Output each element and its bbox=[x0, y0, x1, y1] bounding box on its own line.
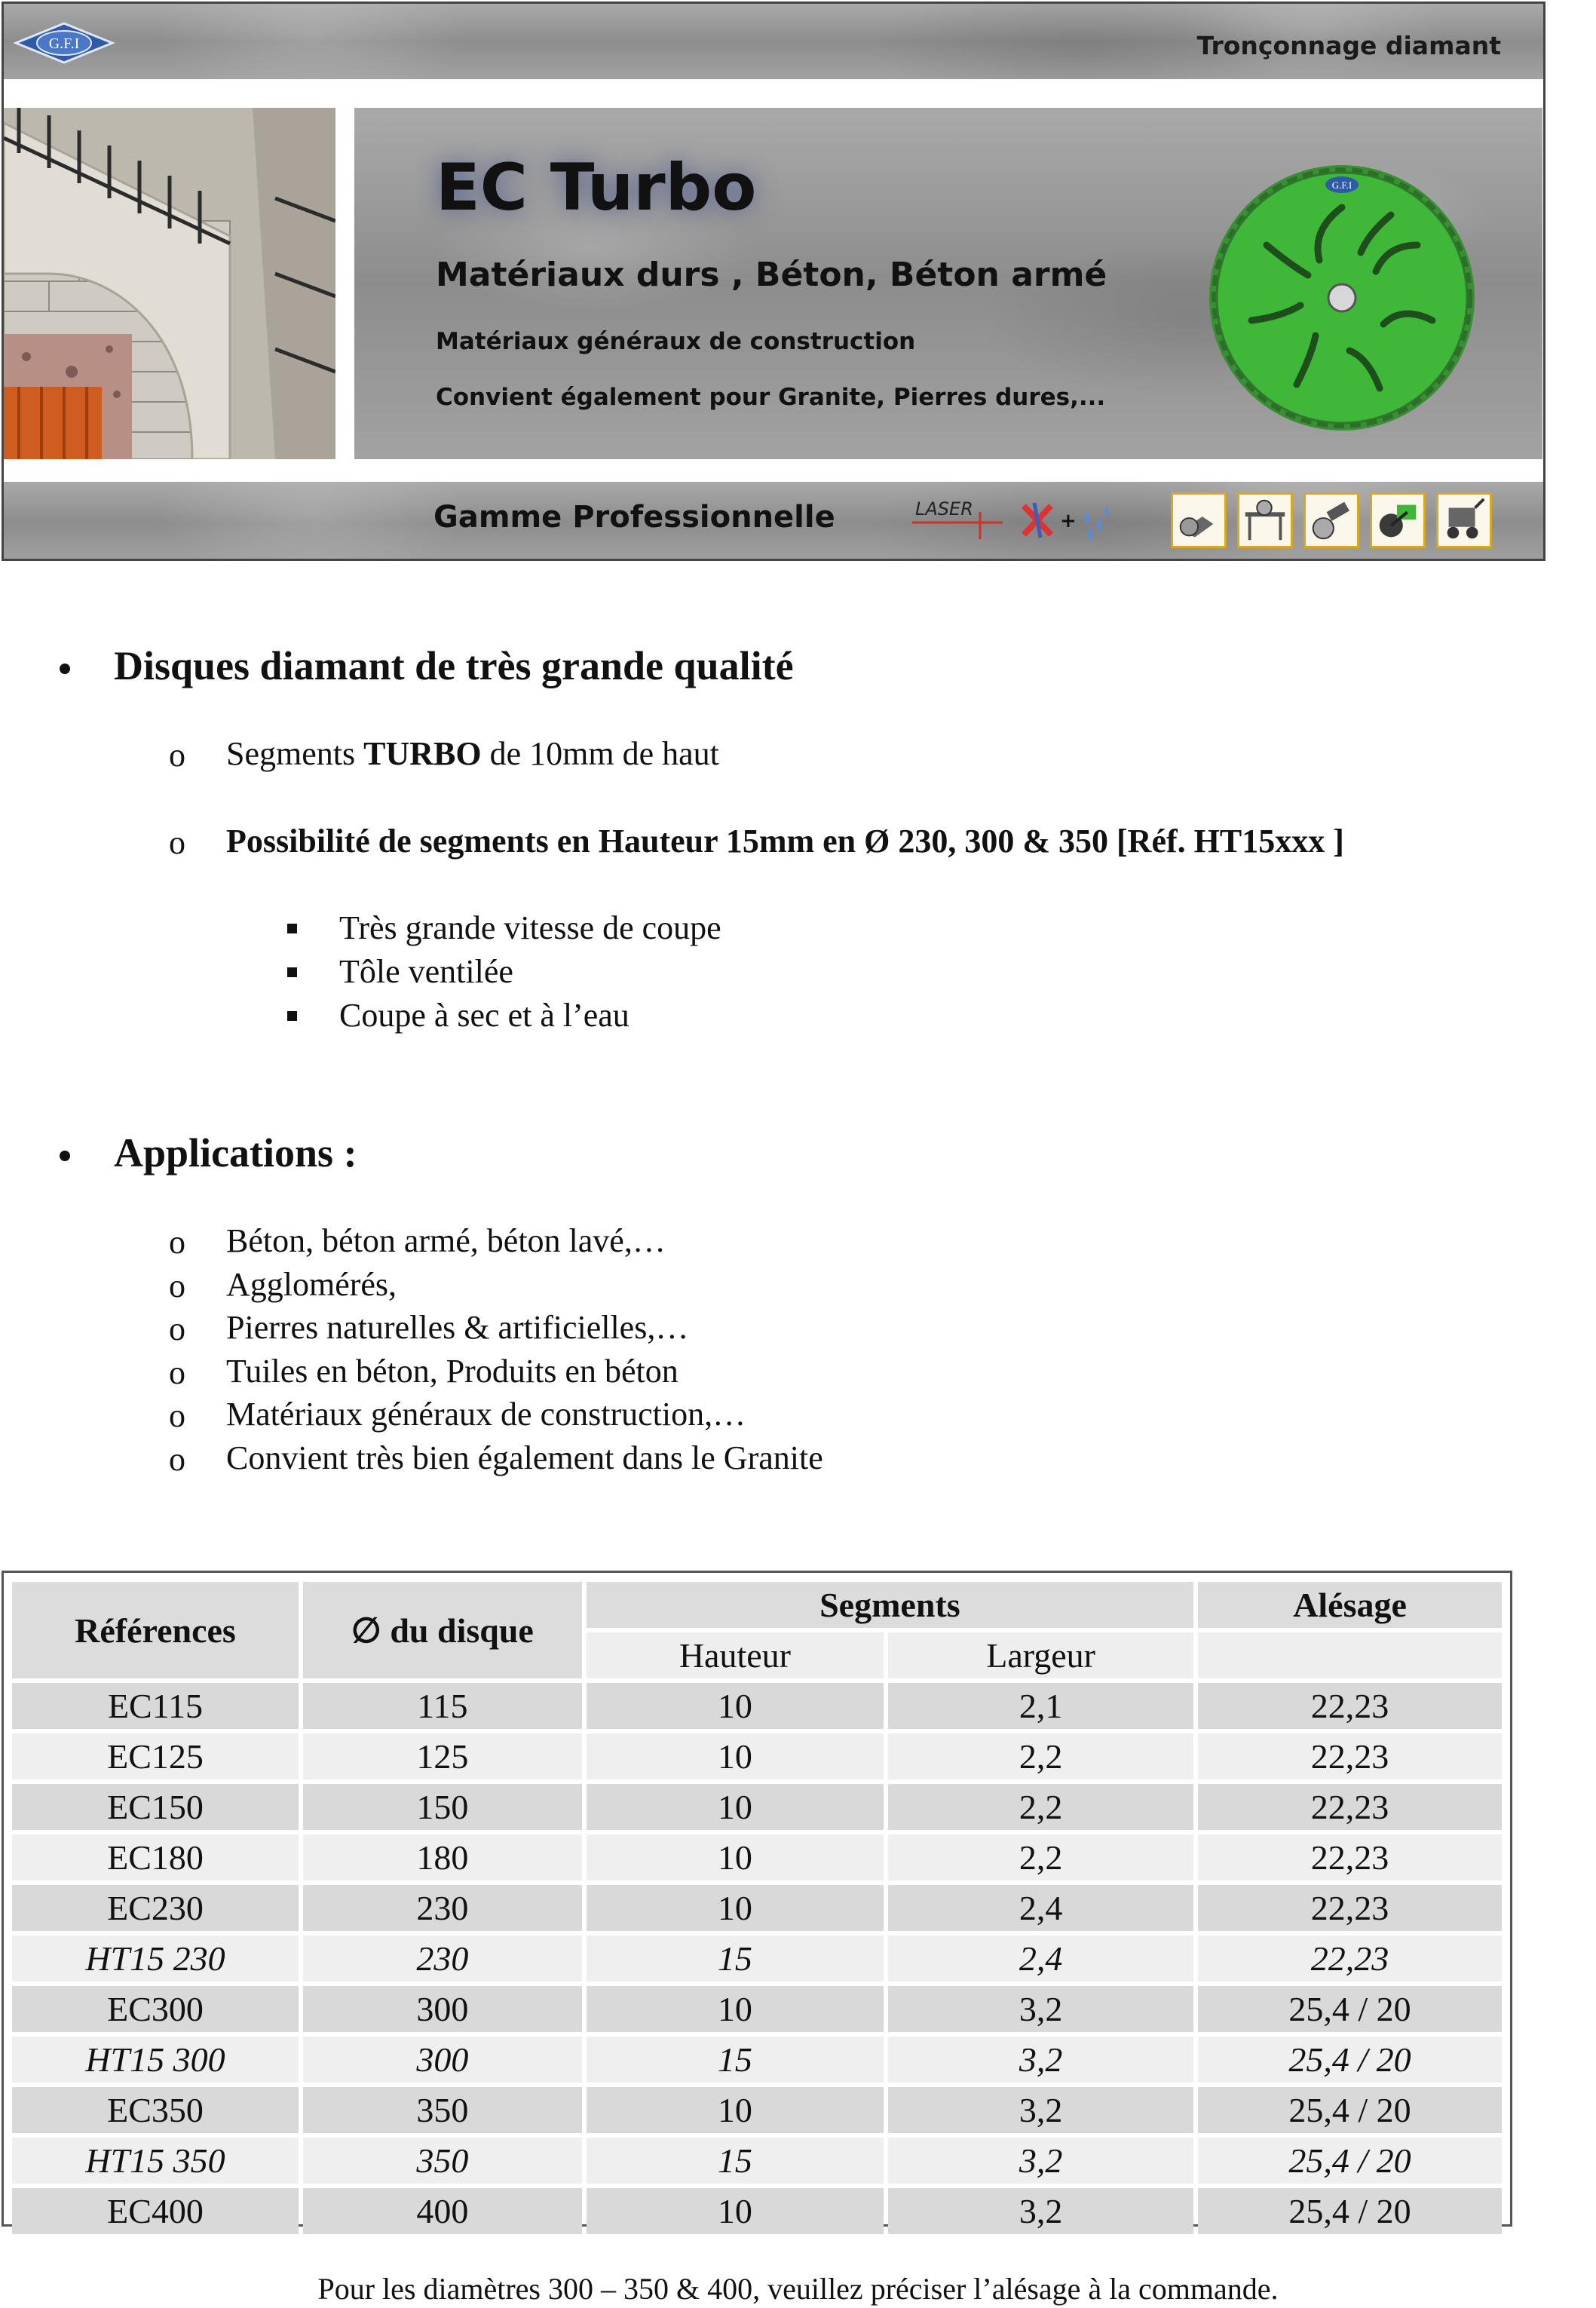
banner-category: Tronçonnage diamant bbox=[1196, 31, 1501, 60]
bullet-point bbox=[60, 1151, 70, 1161]
square-bullet bbox=[287, 924, 297, 933]
banner-divider bbox=[4, 79, 1543, 108]
square-bullet bbox=[287, 967, 297, 977]
angle-grinder-icon bbox=[1171, 492, 1227, 548]
product-description-line: Convient également pour Granite, Pierres dures,... bbox=[436, 384, 1106, 411]
cell-bore: 25,4 / 20 bbox=[1198, 2188, 1502, 2234]
cell-width: 2,2 bbox=[888, 1733, 1193, 1779]
cell-reference: EC150 bbox=[12, 1784, 299, 1830]
application-item: Agglomérés, bbox=[226, 1266, 397, 1303]
cell-height: 15 bbox=[587, 2138, 884, 2184]
application-item: Béton, béton armé, béton lavé,… bbox=[226, 1222, 666, 1259]
cell-height: 15 bbox=[587, 2037, 884, 2083]
hand-cutter-icon bbox=[1303, 492, 1359, 548]
product-title: EC Turbo bbox=[436, 150, 757, 225]
cell-bore: 22,23 bbox=[1198, 1834, 1502, 1880]
footnote: Pour les diamètres 300 – 350 & 400, veuillez préciser l’alésage à la commande. bbox=[317, 2272, 1279, 2306]
cell-diameter: 125 bbox=[303, 1733, 582, 1779]
cell-width: 2,1 bbox=[888, 1683, 1193, 1729]
banner-main-panel bbox=[354, 108, 1542, 459]
table-saw-icon bbox=[1237, 492, 1293, 548]
table-row bbox=[12, 1683, 1502, 1729]
features-heading: Disques diamant de très grande qualité bbox=[114, 643, 794, 688]
cell-diameter: 180 bbox=[303, 1834, 582, 1880]
sub-bullet: o bbox=[169, 1397, 185, 1434]
cell-diameter: 350 bbox=[303, 2138, 582, 2184]
spec-table bbox=[8, 1577, 1506, 2239]
cell-height: 10 bbox=[587, 1885, 884, 1931]
cell-width: 3,2 bbox=[888, 2138, 1193, 2184]
cell-reference: EC300 bbox=[12, 1986, 299, 2032]
cell-bore: 22,23 bbox=[1198, 1683, 1502, 1729]
table-row bbox=[12, 1885, 1502, 1931]
column-header-width: Largeur bbox=[888, 1632, 1193, 1678]
table-row bbox=[12, 2037, 1502, 2083]
feature-item: Possibilité de segments en Hauteur 15mm en Ø 230, 300 & 350 [Réf. HT15xxx ] bbox=[226, 823, 1344, 860]
cell-bore: 25,4 / 20 bbox=[1198, 2037, 1502, 2083]
cell-reference: HT15 230 bbox=[12, 1936, 299, 1982]
construction-photo bbox=[4, 108, 335, 459]
cell-reference: EC230 bbox=[12, 1885, 299, 1931]
cell-height: 10 bbox=[587, 1834, 884, 1880]
floor-saw-icon bbox=[1436, 492, 1492, 548]
banner-divider bbox=[4, 459, 1543, 482]
table-row bbox=[12, 1784, 1502, 1830]
table-row bbox=[12, 1936, 1502, 1982]
column-header-references: Références bbox=[12, 1582, 299, 1678]
table-row bbox=[12, 1986, 1502, 2032]
product-banner bbox=[2, 2, 1545, 561]
sub-bullet: o bbox=[169, 1441, 185, 1478]
sub-bullet: o bbox=[169, 1267, 185, 1304]
column-header-bore-blank bbox=[1198, 1632, 1502, 1678]
sub-bullet: o bbox=[169, 1354, 185, 1391]
gfi-logo-text: G.F.I bbox=[48, 35, 80, 52]
cell-reference: EC180 bbox=[12, 1834, 299, 1880]
product-description-line: Matériaux généraux de construction bbox=[436, 328, 916, 355]
cell-bore: 22,23 bbox=[1198, 1733, 1502, 1779]
laser-icon bbox=[912, 495, 1010, 541]
svg-text:+: + bbox=[1060, 510, 1077, 532]
cell-reference: HT15 300 bbox=[12, 2037, 299, 2083]
cell-height: 10 bbox=[587, 1733, 884, 1779]
application-item: Pierres naturelles & artificielles,… bbox=[226, 1309, 689, 1346]
spec-table-container bbox=[2, 1571, 1512, 2230]
dry-wet-cutting-icon bbox=[1018, 495, 1123, 544]
cell-reference: EC350 bbox=[12, 2087, 299, 2133]
banner-top-strip bbox=[4, 4, 1543, 79]
column-header-diameter: ∅ du disque bbox=[303, 1582, 582, 1678]
cell-diameter: 150 bbox=[303, 1784, 582, 1830]
cell-width: 2,2 bbox=[888, 1784, 1193, 1830]
sub-bullet: o bbox=[169, 824, 185, 861]
feature-sub-item: Tôle ventilée bbox=[339, 953, 513, 990]
cell-bore: 25,4 / 20 bbox=[1198, 1986, 1502, 2032]
cell-diameter: 300 bbox=[303, 2037, 582, 2083]
diamond-blade-image bbox=[1206, 162, 1478, 434]
column-header-segments: Segments bbox=[587, 1582, 1193, 1628]
feature-sub-item: Très grande vitesse de coupe bbox=[339, 909, 721, 946]
cell-width: 2,4 bbox=[888, 1936, 1193, 1982]
cell-width: 3,2 bbox=[888, 1986, 1193, 2032]
cell-diameter: 400 bbox=[303, 2188, 582, 2234]
cell-reference: HT15 350 bbox=[12, 2138, 299, 2184]
column-header-bore: Alésage bbox=[1198, 1582, 1502, 1628]
sub-bullet: o bbox=[169, 737, 185, 774]
table-row bbox=[12, 1834, 1502, 1880]
cell-reference: EC400 bbox=[12, 2188, 299, 2234]
cell-diameter: 300 bbox=[303, 1986, 582, 2032]
sub-bullet: o bbox=[169, 1310, 185, 1347]
blade-logo-text: G.F.I bbox=[1331, 179, 1352, 191]
cell-reference: EC115 bbox=[12, 1683, 299, 1729]
feature-sub-item: Coupe à sec et à l’eau bbox=[339, 997, 630, 1034]
table-row bbox=[12, 2087, 1502, 2133]
cell-width: 2,4 bbox=[888, 1885, 1193, 1931]
column-header-height: Hauteur bbox=[587, 1632, 884, 1678]
cell-height: 10 bbox=[587, 2087, 884, 2133]
application-item: Tuiles en béton, Produits en béton bbox=[226, 1353, 679, 1390]
gfi-logo bbox=[11, 20, 117, 66]
cell-width: 2,2 bbox=[888, 1834, 1193, 1880]
cell-height: 15 bbox=[587, 1936, 884, 1982]
cell-bore: 25,4 / 20 bbox=[1198, 2138, 1502, 2184]
applications-heading: Applications : bbox=[114, 1130, 357, 1175]
table-row bbox=[12, 2138, 1502, 2184]
cell-diameter: 230 bbox=[303, 1936, 582, 1982]
laser-label: LASER bbox=[915, 498, 973, 520]
cell-bore: 22,23 bbox=[1198, 1936, 1502, 1982]
table-row bbox=[12, 1733, 1502, 1779]
petrol-cutter-icon bbox=[1370, 492, 1426, 548]
cell-width: 3,2 bbox=[888, 2087, 1193, 2133]
cell-height: 10 bbox=[587, 1986, 884, 2032]
cell-reference: EC125 bbox=[12, 1733, 299, 1779]
cell-width: 3,2 bbox=[888, 2037, 1193, 2083]
cell-height: 10 bbox=[587, 1683, 884, 1729]
cell-width: 3,2 bbox=[888, 2188, 1193, 2234]
banner-bottom-strip bbox=[4, 482, 1543, 561]
cell-bore: 25,4 / 20 bbox=[1198, 2087, 1502, 2133]
construction-photo-drawing bbox=[4, 108, 335, 459]
application-item: Convient très bien également dans le Granite bbox=[226, 1439, 823, 1476]
bullet-point bbox=[60, 664, 70, 674]
range-label: Gamme Professionnelle bbox=[433, 500, 835, 535]
table-row bbox=[12, 2188, 1502, 2234]
application-item: Matériaux généraux de construction,… bbox=[226, 1396, 746, 1433]
spec-table-body bbox=[12, 1683, 1502, 2234]
square-bullet bbox=[287, 1011, 297, 1021]
sub-bullet: o bbox=[169, 1224, 185, 1261]
cell-diameter: 115 bbox=[303, 1683, 582, 1729]
cell-bore: 22,23 bbox=[1198, 1784, 1502, 1830]
cell-diameter: 230 bbox=[303, 1885, 582, 1931]
cell-diameter: 350 bbox=[303, 2087, 582, 2133]
cell-height: 10 bbox=[587, 1784, 884, 1830]
product-subtitle: Matériaux durs , Béton, Béton armé bbox=[436, 256, 1107, 294]
feature-item: Segments TURBO de 10mm de haut bbox=[226, 735, 719, 772]
cell-bore: 22,23 bbox=[1198, 1885, 1502, 1931]
cell-height: 10 bbox=[587, 2188, 884, 2234]
